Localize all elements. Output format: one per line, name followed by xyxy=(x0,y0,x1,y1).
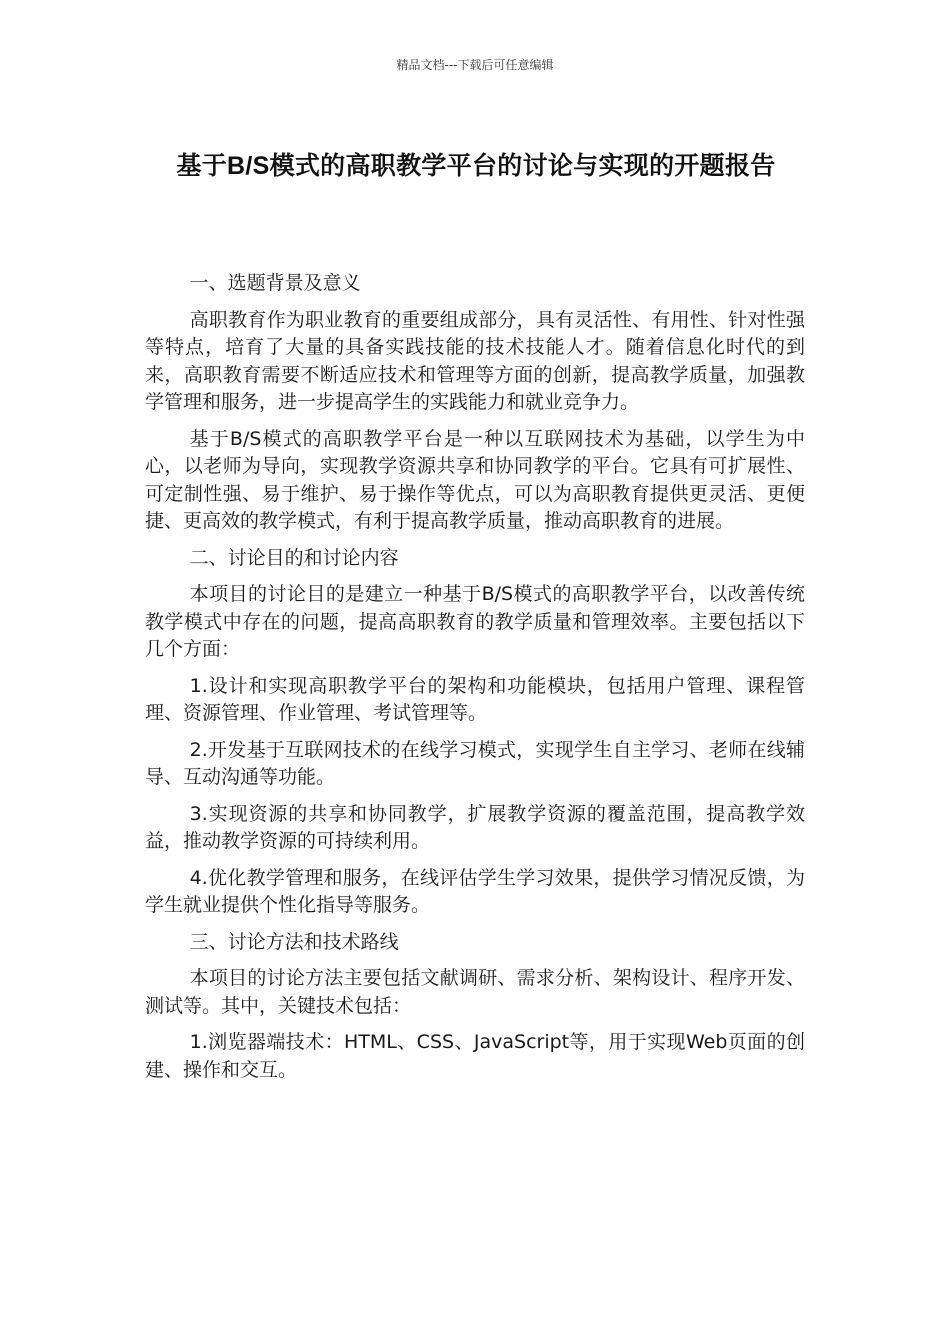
section-heading-methods: 三、讨论方法和技术路线 xyxy=(189,930,399,953)
list-item: 2.开发基于互联网技术的在线学习模式，实现学生自主学习、老师在线辅导、互动沟通等功能。 xyxy=(145,738,805,788)
paragraph: 本项目的讨论目的是建立一种基于B/S模式的高职教学平台，以改善传统教学模式中存在的问题，提高高职教育的教学质量和管理效率。主要包括以下几个方面： xyxy=(145,583,805,660)
list-item: 1.设计和实现高职教学平台的架构和功能模块，包括用户管理、课程管理、资源管理、作业管理、考试管理等。 xyxy=(145,674,805,724)
header-note: 精品文档---下载后可任意编辑 xyxy=(396,58,554,72)
paragraph: 本项目的讨论方法主要包括文献调研、需求分析、架构设计、程序开发、测试等。其中，关键技术包括： xyxy=(145,967,805,1017)
document-title: 基于B/S模式的高职教学平台的讨论与实现的开题报告 xyxy=(176,152,776,180)
document-body xyxy=(145,270,805,1093)
paragraph: 高职教育作为职业教育的重要组成部分，具有灵活性、有用性、针对性强等特点，培育了大量的具备实践技能的技术技能人才。随着信息化时代的到来，高职教育需要不断适应技术和管理等方面的创新，提高教学质量，加强教学管理和服务，进一步提高学生的实践能力和就业竞争力。 xyxy=(145,308,805,413)
section-heading-background: 一、选题背景及意义 xyxy=(189,272,361,294)
list-item: 4.优化教学管理和服务，在线评估学生学习效果，提供学习情况反馈，为学生就业提供个性化指导等服务。 xyxy=(145,866,805,916)
paragraph: 基于B/S模式的高职教学平台是一种以互联网技术为基础，以学生为中心，以老师为导向，实现教学资源共享和协同教学的平台。它具有可扩展性、可定制性强、易于维护、易于操作等优点，可以为高职教育提供更灵活、更便捷、更高效的教学模式，有利于提高教学质量，推动高职教育的进展。 xyxy=(145,427,805,532)
list-item: 1.浏览器端技术：HTML、CSS、JavaScript等，用于实现Web页面的创建、操作和交互。 xyxy=(145,1031,805,1081)
section-heading-objectives: 二、讨论目的和讨论内容 xyxy=(189,546,399,569)
list-item: 3.实现资源的共享和协同教学，扩展教学资源的覆盖范围，提高教学效益，推动教学资源的可持续利用。 xyxy=(145,802,805,852)
